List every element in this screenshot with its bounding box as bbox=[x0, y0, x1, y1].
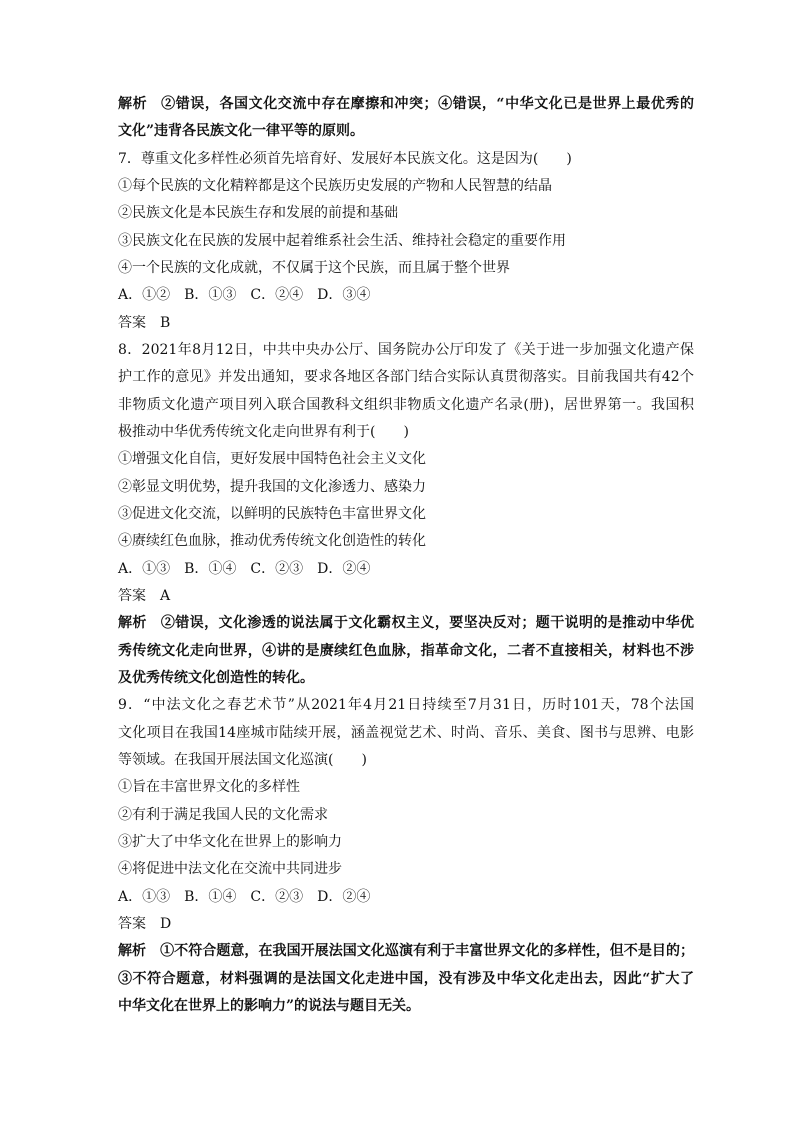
q8-item-1: ①增强文化自信，更好发展中国特色社会主义文化 bbox=[118, 451, 426, 467]
q7-answer bbox=[118, 312, 694, 334]
q9-stem-line-1: 9．“中法文化之春艺术节”从2021年4月21日持续至7月31日，历时101天，78个法国 bbox=[118, 697, 694, 713]
q9-item-1: ①旨在丰富世界文化的多样性 bbox=[118, 779, 300, 795]
q9-stem-line-3: 等领域。在我国开展法国文化巡演( ) bbox=[118, 752, 367, 768]
q8-stem-line-1: 8．2021年8月12日，中共中央办公厅、国务院办公厅印发了《关于进一步加强文化遗产保 bbox=[118, 342, 694, 358]
q9-answer bbox=[118, 913, 694, 935]
q8-item-4: ④赓续红色血脉，推动优秀传统文化创造性的转化 bbox=[118, 533, 426, 549]
q6-analysis-line-1: 解析 ②错误，各国文化交流中存在摩擦和冲突；④错误，“中华文化已是世界上最优秀的 bbox=[118, 96, 694, 112]
q9-stem-line-2: 文化项目在我国14座城市陆续开展，涵盖视觉艺术、时尚、音乐、美食、图书与思辨、电影 bbox=[118, 725, 694, 741]
q8-analysis-line-3: 及优秀传统文化创造性的转化。 bbox=[118, 670, 314, 686]
q9-analysis-line-3: 中华文化在世界上的影响力”的说法与题目无关。 bbox=[118, 998, 421, 1014]
answer-label: 答案 bbox=[118, 588, 146, 604]
q7-answer-value: B bbox=[160, 315, 171, 331]
q9-options: A．①③ B．①④ C．②③ D．②④ bbox=[118, 889, 371, 905]
q8-stem-line-2: 护工作的意见》并发出通知，要求各地区各部门结合实际认真贯彻落实。目前我国共有42个 bbox=[118, 369, 694, 385]
analysis-label: 解析 bbox=[118, 96, 148, 112]
answer-label: 答案 bbox=[118, 916, 146, 932]
q7-item-3: ③民族文化在民族的发展中起着维系社会生活、维持社会稳定的重要作用 bbox=[118, 233, 566, 249]
q9-item-4: ④将促进中法文化在交流中共同进步 bbox=[118, 861, 342, 877]
q9-item-3: ③扩大了中华文化在世界上的影响力 bbox=[118, 834, 342, 850]
q8-item-2: ②彰显文明优势，提升我国的文化渗透力、感染力 bbox=[118, 479, 426, 495]
q8-analysis-line-2: 秀传统文化走向世界，④讲的是赓续红色血脉，指革命文化，二者不直接相关，材料也不涉 bbox=[118, 643, 694, 659]
q8-answer-value: A bbox=[160, 588, 171, 604]
q7-stem: 7．尊重文化多样性必须首先培育好、发展好本民族文化。这是因为( ) bbox=[118, 151, 572, 167]
answer-label: 答案 bbox=[118, 315, 146, 331]
q9-answer-value: D bbox=[160, 916, 172, 932]
q7-item-1: ①每个民族的文化精粹都是这个民族历史发展的产物和人民智慧的结晶 bbox=[118, 178, 552, 194]
q7-item-4: ④一个民族的文化成就，不仅属于这个民族，而且属于整个世界 bbox=[118, 260, 510, 276]
q7-item-2: ②民族文化是本民族生存和发展的前提和基础 bbox=[118, 205, 398, 221]
analysis-label: 解析 bbox=[118, 615, 147, 631]
q7-options: A．①② B．①③ C．②④ D．③④ bbox=[118, 287, 371, 303]
analysis-label: 解析 bbox=[118, 943, 147, 959]
q9-item-2: ②有利于满足我国人民的文化需求 bbox=[118, 807, 328, 823]
q8-stem-line-3: 非物质文化遗产项目列入联合国教科文组织非物质文化遗产名录(册)，居世界第一。我国积 bbox=[118, 397, 694, 413]
q8-analysis-line-1: 解析 ②错误，文化渗透的说法属于文化霸权主义，要坚决反对；题干说明的是推动中华优 bbox=[118, 615, 694, 631]
q8-stem-line-4: 极推动中华优秀传统文化走向世界有利于( ) bbox=[118, 424, 409, 440]
q8-options: A．①③ B．①④ C．②③ D．②④ bbox=[118, 561, 371, 577]
q8-item-3: ③促进文化交流，以鲜明的民族特色丰富世界文化 bbox=[118, 506, 426, 522]
q8-answer bbox=[118, 585, 694, 607]
q6-analysis-line-2: 文化”违背各民族文化一律平等的原则。 bbox=[118, 123, 365, 139]
q9-analysis-line-1: 解析 ①不符合题意，在我国开展法国文化巡演有利于丰富世界文化的多样性，但不是目的； bbox=[118, 943, 695, 959]
q9-analysis-line-2: ③不符合题意，材料强调的是法国文化走进中国，没有涉及中华文化走出去，因此“扩大了 bbox=[118, 971, 694, 987]
